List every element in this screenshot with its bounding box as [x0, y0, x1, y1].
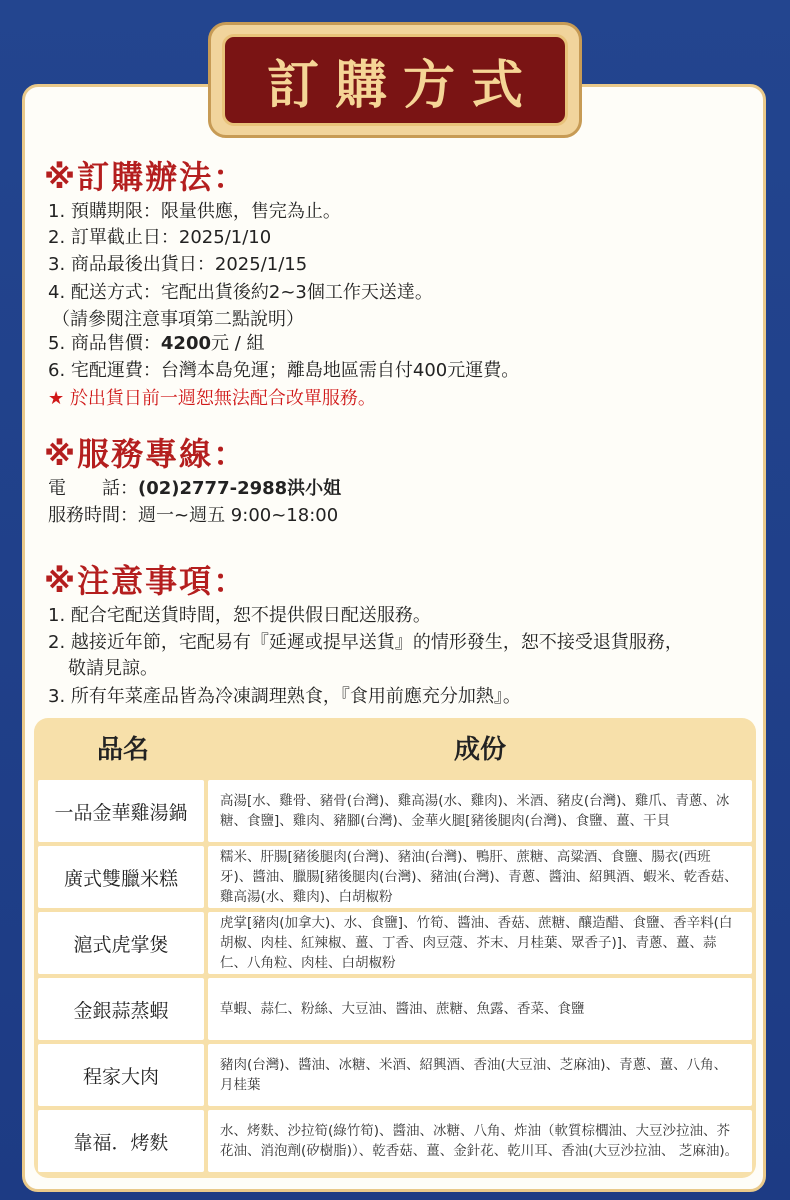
service-phone: [48, 476, 341, 502]
table-row: [38, 780, 752, 842]
order-item-5: [48, 331, 265, 357]
banner-plaque: [222, 34, 568, 126]
table-row: [38, 978, 752, 1040]
table-row: [38, 846, 752, 908]
table-header: [38, 718, 752, 776]
product-ingredients: 虎掌[豬肉(加拿大)、水、食鹽]、竹筍、醬油、香菇、蔗糖、釀造醋、食鹽、香辛料(白胡椒、肉桂、紅辣椒、薑、丁香、肉豆蔻、芥末、月桂葉、眾香子)]、青蔥、薑、蒜仁、八角粒、肉桂、白胡椒粉: [208, 912, 752, 974]
ingredients-table: [34, 718, 756, 1178]
table-row: [38, 912, 752, 974]
product-name: 靠福．烤麩: [38, 1110, 204, 1172]
title-banner: [208, 22, 582, 138]
product-ingredients: 草蝦、蒜仁、粉絲、大豆油、醬油、蔗糖、魚露、香菜、食鹽: [208, 978, 752, 1040]
header-ingredients: 成份: [453, 734, 506, 765]
product-name: 程家大肉: [38, 1044, 204, 1106]
note-item-3: 3. 所有年菜產品皆為冷凍調理熟食，『食用前應充分加熱』。: [48, 686, 521, 707]
product-name: 一品金華雞湯鍋: [38, 780, 204, 842]
product-ingredients: 糯米、肝腸[豬後腿肉(台灣)、豬油(台灣)、鴨肝、蔗糖、高粱酒、食鹽、腸衣(西班牙)、醬油、臘腸[豬後腿肉(台灣)、豬油(台灣)、青蔥、醬油、紹興酒、蝦米、乾香菇、雞高湯(水、雞肉)、白胡椒粉: [208, 846, 752, 908]
product-name: 廣式雙臘米糕: [38, 846, 204, 908]
notes-heading: ※注意事項：: [44, 562, 248, 600]
order-item-6: 6. 宅配運費：台灣本島免運；離島地區需自付400元運費。: [48, 360, 520, 381]
product-ingredients: 豬肉(台灣)、醬油、冰糖、米酒、紹興酒、香油(大豆油、芝麻油)、青蔥、薑、八角、月桂葉: [208, 1044, 752, 1106]
phone-label: 電 話：: [48, 478, 138, 499]
product-ingredients: 水、烤麩、沙拉筍(綠竹筍)、醬油、冰糖、八角、炸油（軟質棕櫚油、大豆沙拉油、芥花油、消泡劑(矽樹脂)）、乾香菇、薑、金針花、乾川耳、香油(大豆沙拉油、 芝麻油)。: [208, 1110, 752, 1172]
order-item-1: 1. 預購期限：限量供應，售完為止。: [48, 201, 341, 222]
order-item-3: 3. 商品最後出貨日：2025/1/15: [48, 254, 308, 275]
product-ingredients: 高湯[水、雞骨、豬骨(台灣)、雞高湯(水、雞肉)、米酒、豬皮(台灣)、雞爪、青蔥、冰糖、食鹽]、雞肉、豬腳(台灣)、金華火腿[豬後腿肉(台灣)、食鹽、薑、干貝: [208, 780, 752, 842]
note-item-2-cont: 敬請見諒。: [68, 658, 158, 679]
order-heading: ※訂購辦法：: [44, 158, 248, 196]
note-item-2: 2. 越接近年節，宅配易有『延遲或提早送貨』的情形發生，恕不接受退貨服務，: [48, 632, 683, 653]
note-item-1: 1. 配合宅配送貨時間，恕不提供假日配送服務。: [48, 605, 431, 626]
page-title: 訂購方式: [266, 54, 539, 116]
order-item-2: 2. 訂單截止日：2025/1/10: [48, 227, 272, 248]
order-item-4-note: （請參閱注意事項第二點說明）: [52, 309, 304, 330]
header-name: 品名: [96, 734, 149, 765]
service-hours: 服務時間：週一~週五 9:00~18:00: [48, 505, 339, 526]
service-heading: ※服務專線：: [44, 435, 248, 473]
product-name: 金銀蒜蒸蝦: [38, 978, 204, 1040]
product-name: 滬式虎掌煲: [38, 912, 204, 974]
table-row: [38, 1110, 752, 1172]
price-unit: 元 / 組: [211, 333, 265, 354]
order-item-4: 4. 配送方式：宅配出貨後約2~3個工作天送達。: [48, 282, 433, 303]
phone-value: (02)2777-2988洪小姐: [138, 478, 342, 499]
price-label: 5. 商品售價：: [48, 333, 161, 354]
table-row: [38, 1044, 752, 1106]
price-value: 4200: [160, 333, 212, 354]
order-warning: ★ 於出貨日前一週恕無法配合改單服務。: [48, 388, 376, 409]
